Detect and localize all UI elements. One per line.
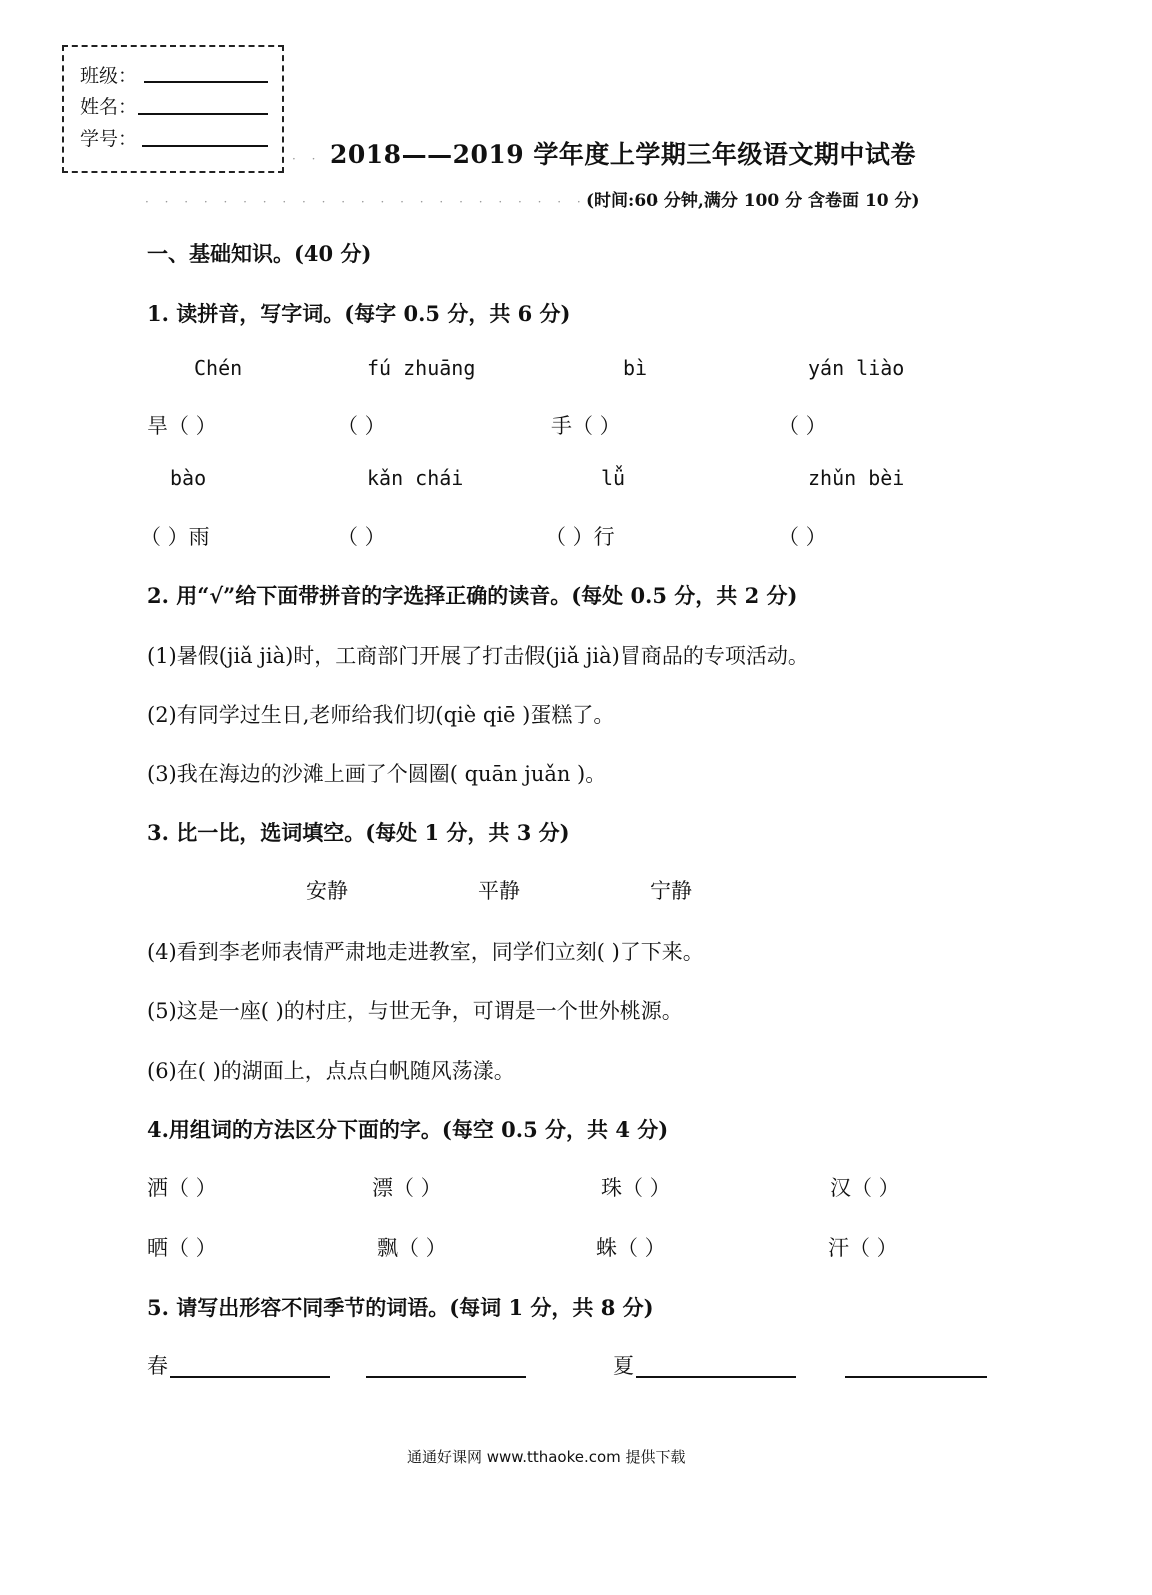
summer-blank-1[interactable] <box>636 1376 796 1378</box>
pinyin: bì <box>623 356 648 380</box>
question-item: (4)看到李老师表情严肃地走进教室，同学们立刻( )了下来。 <box>147 940 704 964</box>
question-item: (5)这是一座( )的村庄，与世无争，可谓是一个世外桃源。 <box>147 999 683 1023</box>
name-label: 姓名： <box>80 96 138 118</box>
spring-label: 春 <box>147 1354 168 1378</box>
word-blank[interactable]: 飘（ ） <box>377 1236 447 1260</box>
question-2-title: 2. 用“√”给下面带拼音的字选择正确的读音。(每处 0.5 分，共 2 分) <box>147 583 798 608</box>
footer-text: 通通好课网 www.tthaoke.com 提供下载 <box>407 1448 686 1466</box>
word-blank[interactable]: 蛛（ ） <box>596 1236 666 1260</box>
exam-title: 2018——2019 学年度上学期三年级语文期中试卷 <box>330 140 916 169</box>
answer-blank[interactable]: （ ） <box>778 414 827 438</box>
section-title: 一、基础知识。(40 分) <box>147 241 372 266</box>
spring-blank-2[interactable] <box>366 1376 526 1378</box>
class-label: 班级： <box>80 65 138 87</box>
answer-blank[interactable]: （ ）雨 <box>140 525 210 549</box>
name-field[interactable] <box>138 113 268 115</box>
question-item: (2)有同学过生日,老师给我们切(qiè qiē )蛋糕了。 <box>147 703 615 727</box>
student-info-box <box>62 45 284 173</box>
question-item: (6)在( )的湖面上，点点白帆随风荡漾。 <box>147 1059 515 1083</box>
word-blank[interactable]: 汗（ ） <box>828 1236 898 1260</box>
answer-blank[interactable]: （ ）行 <box>545 525 615 549</box>
answer-blank[interactable]: 手（ ） <box>551 414 621 438</box>
word-blank[interactable]: 珠（ ） <box>601 1176 671 1200</box>
exam-subtitle: (时间:60 分钟,满分 100 分 含卷面 10 分) <box>586 191 920 211</box>
id-field[interactable] <box>142 145 268 147</box>
answer-blank[interactable]: 旱（ ） <box>147 414 217 438</box>
word-blank[interactable]: 漂（ ） <box>372 1176 442 1200</box>
summer-label: 夏 <box>613 1354 634 1378</box>
subtitle-leader-dots: · · · · · · · · · · · · · · · · · · · · · · · · · · · · · <box>145 195 705 209</box>
title-leader-dots: · · · <box>292 152 342 166</box>
word-blank[interactable]: 洒（ ） <box>147 1176 217 1200</box>
word-choice: 宁静 <box>650 879 692 903</box>
question-3-title: 3. 比一比，选词填空。(每处 1 分，共 3 分) <box>147 820 570 845</box>
pinyin: fú zhuāng <box>367 356 476 380</box>
class-field[interactable] <box>144 81 268 83</box>
word-blank[interactable]: 汉（ ） <box>830 1176 900 1200</box>
pinyin: zhǔn bèi <box>808 466 905 490</box>
spring-blank-1[interactable] <box>170 1376 330 1378</box>
question-item: (3)我在海边的沙滩上画了个圆圈( quān juǎn )。 <box>147 762 607 786</box>
word-choice: 平静 <box>478 879 520 903</box>
id-label: 学号： <box>80 128 138 150</box>
question-1-title: 1. 读拼音，写字词。(每字 0.5 分，共 6 分) <box>147 301 571 326</box>
question-4-title: 4.用组词的方法区分下面的字。(每空 0.5 分，共 4 分) <box>147 1117 669 1142</box>
summer-blank-2[interactable] <box>845 1376 987 1378</box>
question-5-title: 5. 请写出形容不同季节的词语。(每词 1 分，共 8 分) <box>147 1295 654 1320</box>
answer-blank[interactable]: （ ） <box>337 414 386 438</box>
pinyin: yán liào <box>808 356 905 380</box>
answer-blank[interactable]: （ ） <box>778 525 827 549</box>
pinyin: Chén <box>194 356 243 380</box>
pinyin: bào <box>170 466 207 490</box>
pinyin: kǎn chái <box>367 466 464 490</box>
pinyin: lǚ <box>601 466 626 490</box>
answer-blank[interactable]: （ ） <box>337 525 386 549</box>
question-item: (1)暑假(jiǎ jià)时，工商部门开展了打击假(jiǎ jià)冒商品的专项活动。 <box>147 644 809 668</box>
word-choice: 安静 <box>306 879 348 903</box>
word-blank[interactable]: 晒（ ） <box>147 1236 217 1260</box>
